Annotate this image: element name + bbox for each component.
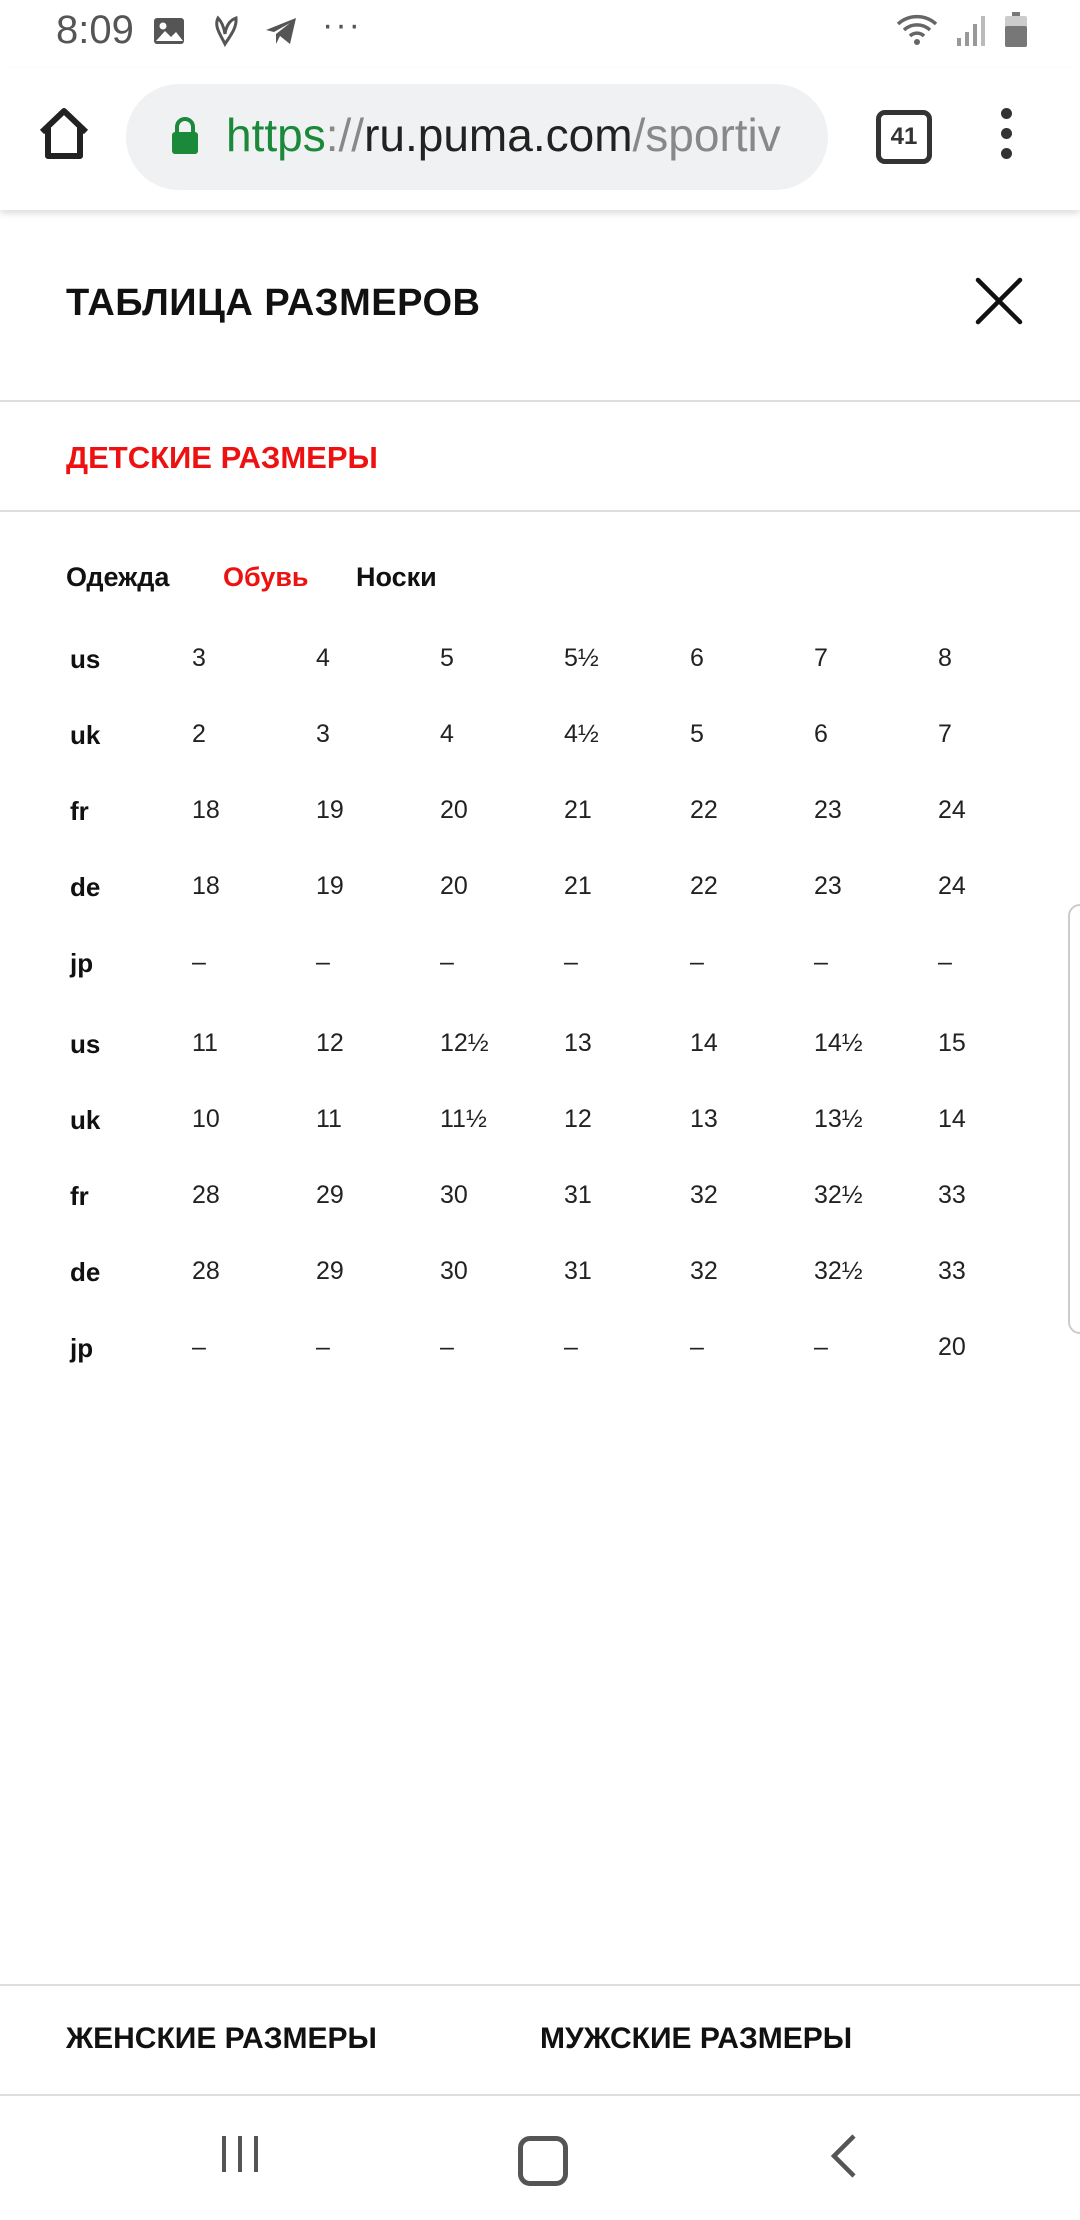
table-cell: 11 <box>192 1029 218 1057</box>
table-cell: 28 <box>192 1181 220 1209</box>
url-path: /sportiv <box>632 109 781 161</box>
table-cell: 3 <box>316 720 330 748</box>
table-cell: 21 <box>564 796 592 824</box>
table-cell: 33 <box>938 1181 966 1209</box>
table-cell: 14 <box>938 1105 966 1133</box>
gallery-icon <box>152 16 186 46</box>
table-cell: – <box>440 948 454 976</box>
table-cell: 32½ <box>814 1257 863 1285</box>
recent-apps-icon[interactable] <box>220 2134 260 2174</box>
table-cell: 21 <box>564 872 592 900</box>
divider <box>0 1984 1080 1986</box>
table-row <box>0 1257 1080 1333</box>
divider <box>0 400 1080 402</box>
table-cell: 20 <box>440 796 468 824</box>
table-cell: 29 <box>316 1257 344 1285</box>
table-row <box>0 1105 1080 1181</box>
table-cell: 22 <box>690 796 718 824</box>
table-cell: 19 <box>316 872 344 900</box>
table-cell: 10 <box>192 1105 220 1133</box>
row-label: uk <box>70 720 101 750</box>
telegram-icon <box>264 16 298 46</box>
table-cell: 32 <box>690 1257 718 1285</box>
wifi-icon <box>896 13 938 47</box>
row-label: de <box>70 872 101 902</box>
table-cell: – <box>564 948 578 976</box>
table-cell: 20 <box>938 1333 966 1361</box>
table-cell: 18 <box>192 872 220 900</box>
table-cell: 7 <box>938 720 952 748</box>
table-row <box>0 1333 1080 1409</box>
table-cell: 2 <box>192 720 206 748</box>
more-dots-icon: ··· <box>322 5 362 44</box>
table-cell: 33 <box>938 1257 966 1285</box>
table-cell: 30 <box>440 1181 468 1209</box>
navigation-bar <box>0 2096 1080 2220</box>
notification-icons <box>152 5 362 48</box>
table-cell: 12 <box>564 1105 592 1133</box>
url-scheme: https <box>226 109 326 161</box>
table-cell: 13 <box>690 1105 718 1133</box>
table-cell: 5 <box>440 644 454 672</box>
table-cell: 5 <box>690 720 704 748</box>
status-bar <box>0 0 1080 68</box>
row-label: jp <box>70 1333 94 1363</box>
table-cell: 14 <box>690 1029 718 1057</box>
table-row <box>0 720 1080 796</box>
lock-icon <box>170 116 200 156</box>
back-icon[interactable] <box>828 2134 858 2178</box>
row-label: fr <box>70 1181 89 1211</box>
table-cell: 4 <box>316 644 330 672</box>
table-cell: 5½ <box>564 644 599 672</box>
table-cell: – <box>316 1333 330 1361</box>
url-host: ru.puma.com <box>364 109 633 161</box>
table-row <box>0 796 1080 872</box>
table-cell: 30 <box>440 1257 468 1285</box>
table-cell: 7 <box>814 644 828 672</box>
table-cell: – <box>192 1333 206 1361</box>
address-bar[interactable] <box>126 84 828 190</box>
url-text[interactable] <box>226 108 786 162</box>
table-cell: – <box>440 1333 454 1361</box>
table-cell: – <box>192 948 206 976</box>
home-icon[interactable] <box>32 102 96 166</box>
men-sizes-link[interactable]: МУЖСКИЕ РАЗМЕРЫ <box>540 2022 853 2055</box>
row-label: fr <box>70 796 89 826</box>
table-row <box>0 948 1080 1024</box>
table-cell: – <box>564 1333 578 1361</box>
status-time: 8:09 <box>56 8 134 52</box>
row-label: us <box>70 644 101 674</box>
divider <box>0 510 1080 512</box>
table-cell: 4 <box>440 720 454 748</box>
table-cell: 6 <box>690 644 704 672</box>
signal-icon <box>956 14 986 46</box>
table-cell: – <box>316 948 330 976</box>
table-cell: 32½ <box>814 1181 863 1209</box>
table-cell: – <box>690 1333 704 1361</box>
home-nav-icon[interactable] <box>518 2136 568 2186</box>
table-cell: – <box>814 948 828 976</box>
table-cell: 13 <box>564 1029 592 1057</box>
table-cell: 8 <box>938 644 952 672</box>
row-label: uk <box>70 1105 101 1135</box>
table-cell: 23 <box>814 796 842 824</box>
row-label: jp <box>70 948 94 978</box>
browser-toolbar <box>0 68 1080 210</box>
table-row <box>0 1181 1080 1257</box>
table-cell: 28 <box>192 1257 220 1285</box>
table-cell: 15 <box>938 1029 966 1057</box>
modal-title: ТАБЛИЦА РАЗМЕРОВ <box>66 282 481 324</box>
table-cell: 12 <box>316 1029 344 1057</box>
tab-socks[interactable]: Носки <box>356 562 437 592</box>
table-cell: 11½ <box>440 1105 487 1133</box>
section-title-kids[interactable]: ДЕТСКИЕ РАЗМЕРЫ <box>66 440 378 475</box>
table-cell: 24 <box>938 796 966 824</box>
women-sizes-link[interactable]: ЖЕНСКИЕ РАЗМЕРЫ <box>66 2022 377 2055</box>
table-cell: 31 <box>564 1257 592 1285</box>
system-icons <box>896 12 1028 48</box>
table-cell: 32 <box>690 1181 718 1209</box>
url-separator: :// <box>325 109 365 161</box>
table-cell: – <box>938 948 952 976</box>
browser-menu-icon[interactable] <box>994 108 1018 168</box>
row-label: us <box>70 1029 101 1059</box>
scroll-handle[interactable] <box>1068 904 1080 1334</box>
table-cell: 23 <box>814 872 842 900</box>
table-cell: 22 <box>690 872 718 900</box>
table-row <box>0 644 1080 720</box>
table-cell: 29 <box>316 1181 344 1209</box>
table-cell: – <box>814 1333 828 1361</box>
table-cell: 4½ <box>564 720 599 748</box>
table-cell: 14½ <box>814 1029 863 1057</box>
butterfly-icon <box>210 14 240 48</box>
table-cell: 20 <box>440 872 468 900</box>
tab-switcher-button[interactable]: 41 <box>876 110 932 164</box>
close-icon[interactable] <box>970 272 1028 330</box>
tab-shoes[interactable]: Обувь <box>223 562 309 592</box>
table-cell: 12½ <box>440 1029 489 1057</box>
table-row <box>0 1029 1080 1105</box>
table-cell: 24 <box>938 872 966 900</box>
battery-icon <box>1004 12 1028 48</box>
row-label: de <box>70 1257 101 1287</box>
table-row <box>0 872 1080 948</box>
table-cell: 13½ <box>814 1105 863 1133</box>
tab-clothing[interactable]: Одежда <box>66 562 170 592</box>
table-cell: 18 <box>192 796 220 824</box>
table-cell: – <box>690 948 704 976</box>
table-cell: 19 <box>316 796 344 824</box>
table-cell: 6 <box>814 720 828 748</box>
table-cell: 11 <box>316 1105 342 1133</box>
table-cell: 3 <box>192 644 206 672</box>
table-cell: 31 <box>564 1181 592 1209</box>
